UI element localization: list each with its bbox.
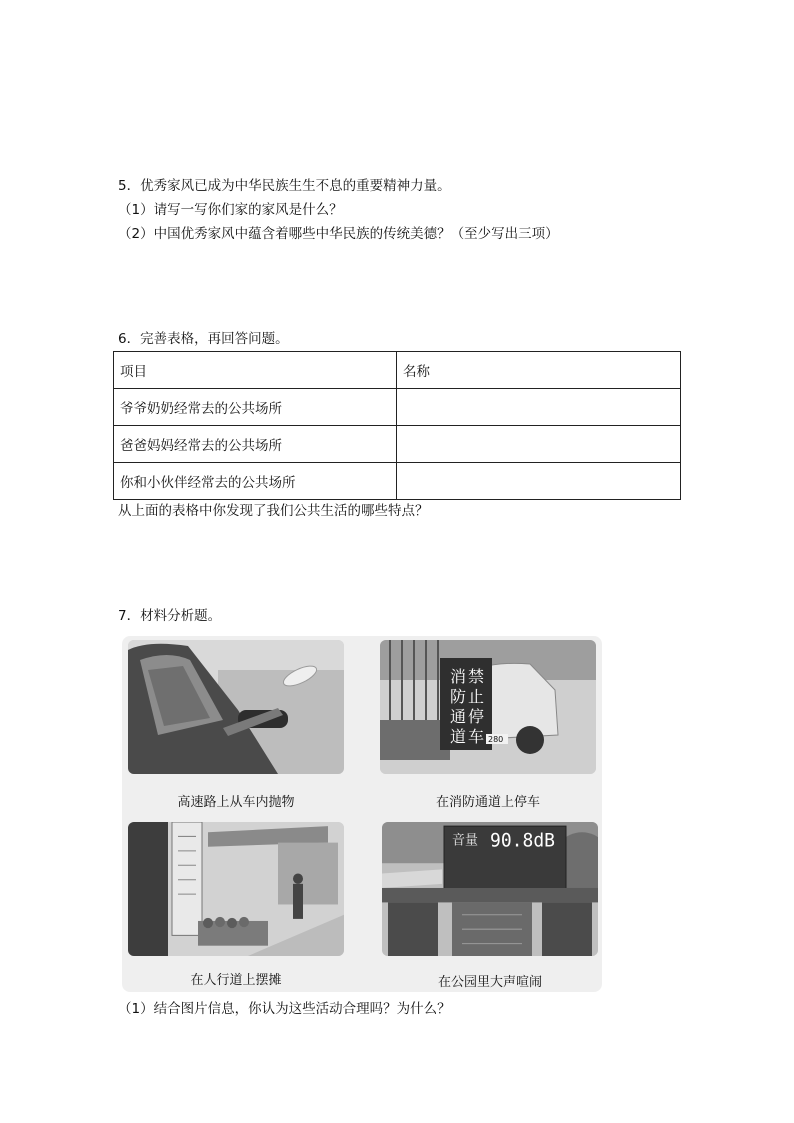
q7-title: 7．材料分析题。 xyxy=(118,608,222,624)
sign-char: 防 xyxy=(450,687,467,706)
q5-sub2: （2）中国优秀家风中蕴含着哪些中华民族的传统美德？（至少写出三项） xyxy=(118,226,559,242)
row-label: 爷爷奶奶经常去的公共场所 xyxy=(114,389,397,426)
sign-char: 禁 xyxy=(468,667,485,686)
q6-title: 6．完善表格，再回答问题。 xyxy=(118,331,289,347)
header-name: 名称 xyxy=(397,352,681,389)
caption-street-vending: 在人行道上摆摊 xyxy=(190,973,282,988)
answer-cell[interactable] xyxy=(397,426,681,463)
noise-display-value: 90.8dB xyxy=(490,830,555,852)
photo-street-vending xyxy=(128,822,344,956)
answer-cell[interactable] xyxy=(397,463,681,500)
table-header-row xyxy=(114,352,681,389)
sign-char: 通 xyxy=(450,707,467,726)
table-row xyxy=(114,389,681,426)
sign-char: 止 xyxy=(468,687,485,706)
q7-sub1: （1）结合图片信息，你认为这些活动合理吗？为什么？ xyxy=(118,1001,451,1017)
caption-noisy-park: 在公园里大声喧闹 xyxy=(437,975,542,990)
row-label: 爸爸妈妈经常去的公共场所 xyxy=(114,426,397,463)
q5-title: 5．优秀家风已成为中华民族生生不息的重要精神力量。 xyxy=(118,178,451,194)
q5-sub1: （1）请写一写你们家的家风是什么？ xyxy=(118,202,343,218)
header-item: 项目 xyxy=(114,352,397,389)
sign-char: 道 xyxy=(450,727,467,746)
answer-cell[interactable] xyxy=(397,389,681,426)
q6-question: 从上面的表格中你发现了我们公共生活的哪些特点？ xyxy=(118,503,429,519)
table-row xyxy=(114,463,681,500)
photo-noisy-park xyxy=(382,822,598,956)
photo-car-littering xyxy=(128,640,344,774)
places-table xyxy=(113,351,681,500)
photo-fire-lane-parking xyxy=(380,640,596,774)
row-label: 你和小伙伴经常去的公共场所 xyxy=(114,463,397,500)
sign-char: 停 xyxy=(468,707,485,726)
caption-fire-lane-parking: 在消防通道上停车 xyxy=(435,795,540,810)
license-plate: 280 xyxy=(488,735,504,744)
table-row xyxy=(114,426,681,463)
caption-car-littering: 高速路上从车内抛物 xyxy=(177,795,295,810)
sign-char: 消 xyxy=(450,667,467,686)
noise-display-label: 音量 xyxy=(452,833,478,849)
sign-char: 车 xyxy=(468,727,485,746)
